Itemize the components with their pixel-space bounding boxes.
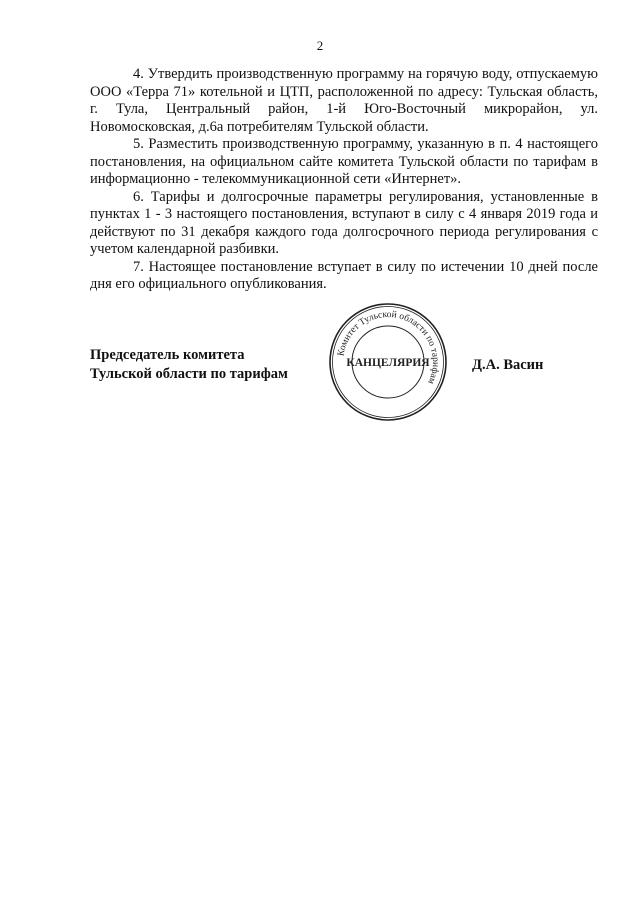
signature-block — [90, 346, 288, 384]
paragraph-4: 4. Утвердить производственную программу на горячую воду, отпускаемую ООО «Терра 71» котельной и ЦТП, расположенной по адресу: Тульская область, г. Тула, Центральный район, 1-й Юго-Восточный микрорайон, ул. Новомосковская, д.6а потребителям Тульской области. — [90, 66, 598, 135]
signer-name: Д.А. Васин — [472, 357, 544, 373]
paragraph-5: 5. Разместить производственную программу, указанную в п. 4 настоящего постановления, на официальном сайте комитета Тульской области по тарифам в информационно - телекоммуникационной сети «Интернет». — [90, 136, 598, 187]
stamp-ring-text: Комитет Тульской области по тарифам — [336, 309, 441, 386]
signature-title-line1: Председатель комитета — [90, 347, 245, 363]
stamp-center-text: КАНЦЕЛЯРИЯ — [346, 357, 430, 369]
official-stamp — [328, 302, 448, 422]
signature-title-line2: Тульской области по тарифам — [90, 366, 288, 382]
paragraph-6: 6. Тарифы и долгосрочные параметры регулирования, установленные в пунктах 1 - 3 настоящего постановления, вступают в силу с 4 января 2019 года и действуют по 31 декабря каждого года долгосрочного периода регулирования с учетом календарной разбивки. — [90, 188, 598, 257]
document-body — [90, 66, 598, 294]
page-number: 2 — [316, 38, 324, 53]
paragraph-7: 7. Настоящее постановление вступает в силу по истечении 10 дней после дня его официального опубликования. — [90, 258, 598, 292]
